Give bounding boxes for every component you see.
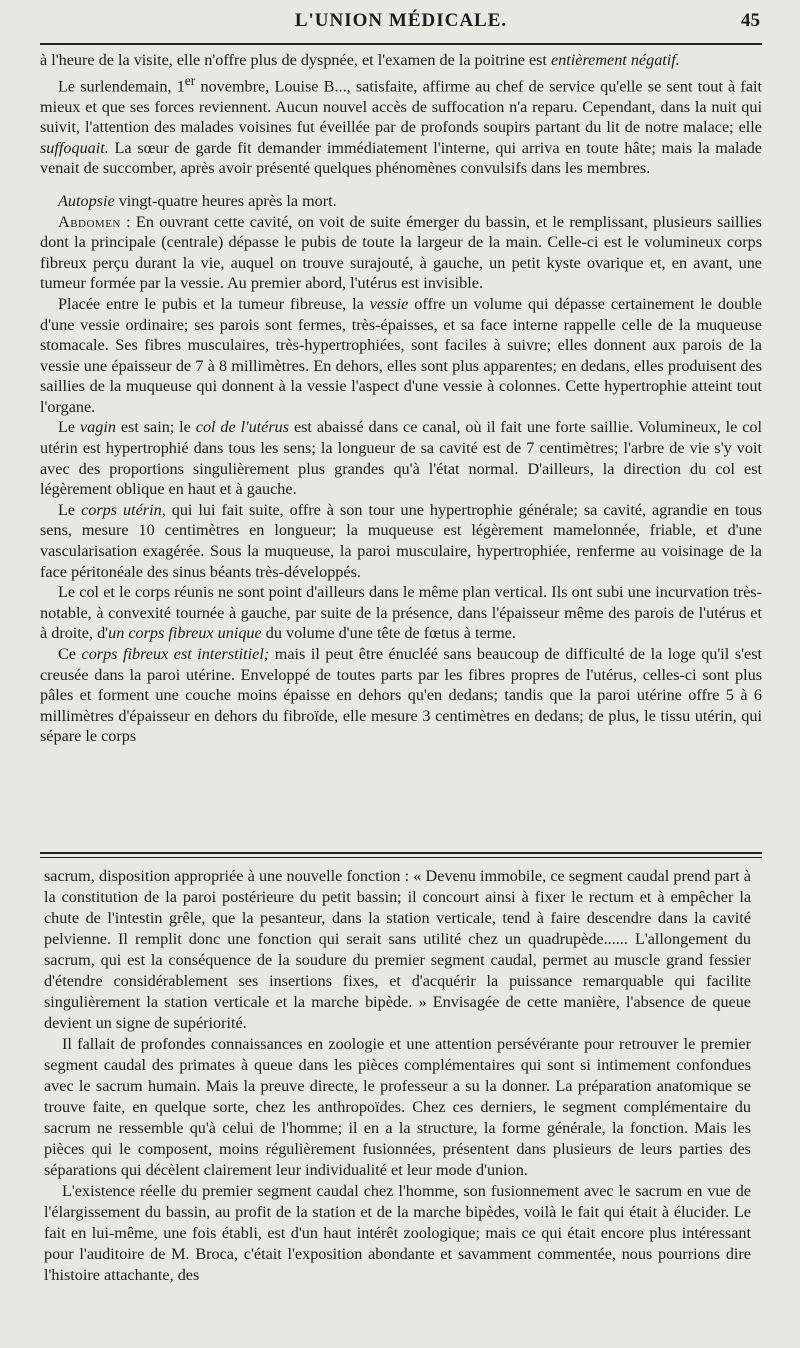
page-number: 45 <box>741 10 760 31</box>
paragraph-col-corps: Le col et le corps réunis ne sont point d'ailleurs dans le même plan vertical. Ils ont subi une incurvation très-notable, à convexité tournée à gauche, par suite de la présence, dans l'épaisseur même des parois de l'utérus et à droite, d'un corps fibreux unique du volume d'une tête de fœtus à terme. <box>40 583 762 643</box>
paragraph-autopsie: Autopsie vingt-quatre heures après la mort. <box>58 191 337 210</box>
page-header <box>40 6 762 36</box>
feuilleton-paragraph-existence: L'existence réelle du premier segment caudal chez l'homme, son fusionnement avec le sacrum en vue de l'élargissement du bassin, au profit de la station et de la marche bipèdes, voilà le fait qui était à élucider. Le fait en lui-même, une fois établi, est d'un haut intérêt zoologique; mais ce qui était encore plus intéressant pour l'auditoire de M. Broca, c'était l'exposition abondante et savamment commentée, nous pourrions dire l'histoire attachante, des <box>44 1182 751 1284</box>
paragraph-visit: à l'heure de la visite, elle n'offre plus de dyspnée, et l'examen de la poitrine est entièrement négatif. <box>40 51 680 69</box>
paragraph-vagin: Le vagin est sain; le col de l'utérus est abaissé dans ce canal, où il fait une forte saillie. Volumineux, le col utérin est hypertrophié dans tous les sens; la longueur de sa cavité est de 7 centimètres; l'arbre de vie s'y voit avec des proportions singulièrement plus grandes qu'à l'état normal. D'ailleurs, la direction du col est légèrement oblique en haut et à gauche. <box>40 418 762 499</box>
case-report-column <box>40 50 762 747</box>
feuilleton-separator <box>40 852 762 858</box>
paragraph-surlendemain: Le surlendemain, 1er novembre, Louise B..., satisfaite, affirme au chef de service qu'elle se sent tout à fait mieux et que ses forces reviennent. Aucun nouvel accès de suffocation n'a reparu. Cependant, dans la nuit qui suivit, l'attention des malades voisines fut éveillée par de profonds soupirs partant du lit de notre malace; elle suffoquait. La sœur de garde fit demander immédiatement l'interne, qui arriva en toute hâte; mais la malade venait de succomber, après avoir présenté quelques phénomènes convulsifs dans les membres. <box>40 72 762 178</box>
paragraph-vessie: Placée entre le pubis et la tumeur fibreuse, la vessie offre un volume qui dépasse certainement le double d'une vessie ordinaire; ses parois sont fermes, très-épaisses, et sa face interne rappelle celle de la muqueuse stomacale. Ses fibres musculaires, très-hypertrophiées, sont faciles à suivre; elles donnent aux parois de la vessie une épaisseur de 7 à 8 millimètres. En dehors, elles sont plus apparentes; en dedans, elles produisent des saillies de la muqueuse qui donnent à la vessie l'aspect d'une vessie à colonnes. Cette hypertrophie atteint tout l'organe. <box>40 294 762 416</box>
paragraph-corps-uterin: Le corps utérin, qui lui fait suite, offre à son tour une hypertrophie générale; sa cavité, agrandie en tous sens, mesure 10 centimètres en longueur; la muqueuse est légèrement mamelonnée, friable, et d'une vascularisation exagérée. Sous la muqueuse, la paroi musculaire, hypertrophiée, renferme au voisinage de la face péritonéale des sinus béants très-développés. <box>40 500 763 581</box>
header-rule <box>40 43 762 45</box>
paragraph-abdomen: Abdomen : En ouvrant cette cavité, on voit de suite émerger du bassin, et le remplissant, plusieurs saillies dont la principale (centrale) dépasse le pubis de toute la largeur de la main. Celle-ci est le volumineux corps fibreux perçu durant la vie, auquel on trouve surajouté, à gauche, un petit kyste ovarique et, en avant, une tumeur formée par la vessie. Au premier abord, l'utérus est invisible. <box>40 212 762 293</box>
feuilleton-paragraph-zoologie: Il fallait de profondes connaissances en zoologie et une attention persévérante pour retrouver le premier segment caudal des primates à queue dans les pièces complémentaires qui sont si intimement confondues avec le sacrum humain. Mais la preuve directe, le professeur a su la donner. La préparation anatomique se trouve faite, en quelque sorte, chez les anthropoïdes. Chez ces derniers, le segment complémentaire du sacrum ne ressemble qu'à celui de l'homme; il en a la structure, la forme générale, la fonction. Mais les pièces qui le composent, moins régulièrement fusionnées, présentent dans plusieurs de leurs parties des séparations qui décèlent clairement leur individualité et leur mode d'union. <box>44 1035 751 1179</box>
journal-title: L'UNION MÉDICALE. <box>294 10 508 31</box>
paragraph-corps-fibreux: Ce corps fibreux est interstitiel; mais il peut être énucléé sans beaucoup de difficulté de la loge qu'il s'est creusée dans la paroi utérine. Enveloppé de toutes parts par les fibres propres de l'utérus, celles-ci sont plus pâles et forment une couche moins épaisse en dehors qu'en dedans; tandis que la paroi utérine offre 5 à 6 millimètres d'épaisseur en dehors du fibroïde, elle mesure 3 centimètres en dedans; de plus, le tissu utérin, qui sépare le corps <box>40 645 763 746</box>
feuilleton-paragraph-sacrum: sacrum, disposition appropriée à une nouvelle fonction : « Devenu immobile, ce segment caudal prend part à la constitution de la paroi postérieure du petit bassin; il concourt ainsi à fixer le rectum et à empêcher la chute de l'intestin grêle, que la pesanteur, dans la station verticale, tend à faire descendre dans la cavité pelvienne. Il remplit donc une fonction qui serait sans utilité chez un quadrupède...... L'allongement du sacrum, qui est la conséquence de la soudure du premier segment caudal, permet au muscle grand fessier d'étendre considérablement ses insertions fixes, et d'acquérir la puissance remarquable qui facilite singulièrement la station verticale et la marche bipède. » Envisagée de cette manière, l'absence de queue devient un signe de supériorité. <box>44 867 751 1032</box>
feuilleton-column <box>44 866 751 1286</box>
